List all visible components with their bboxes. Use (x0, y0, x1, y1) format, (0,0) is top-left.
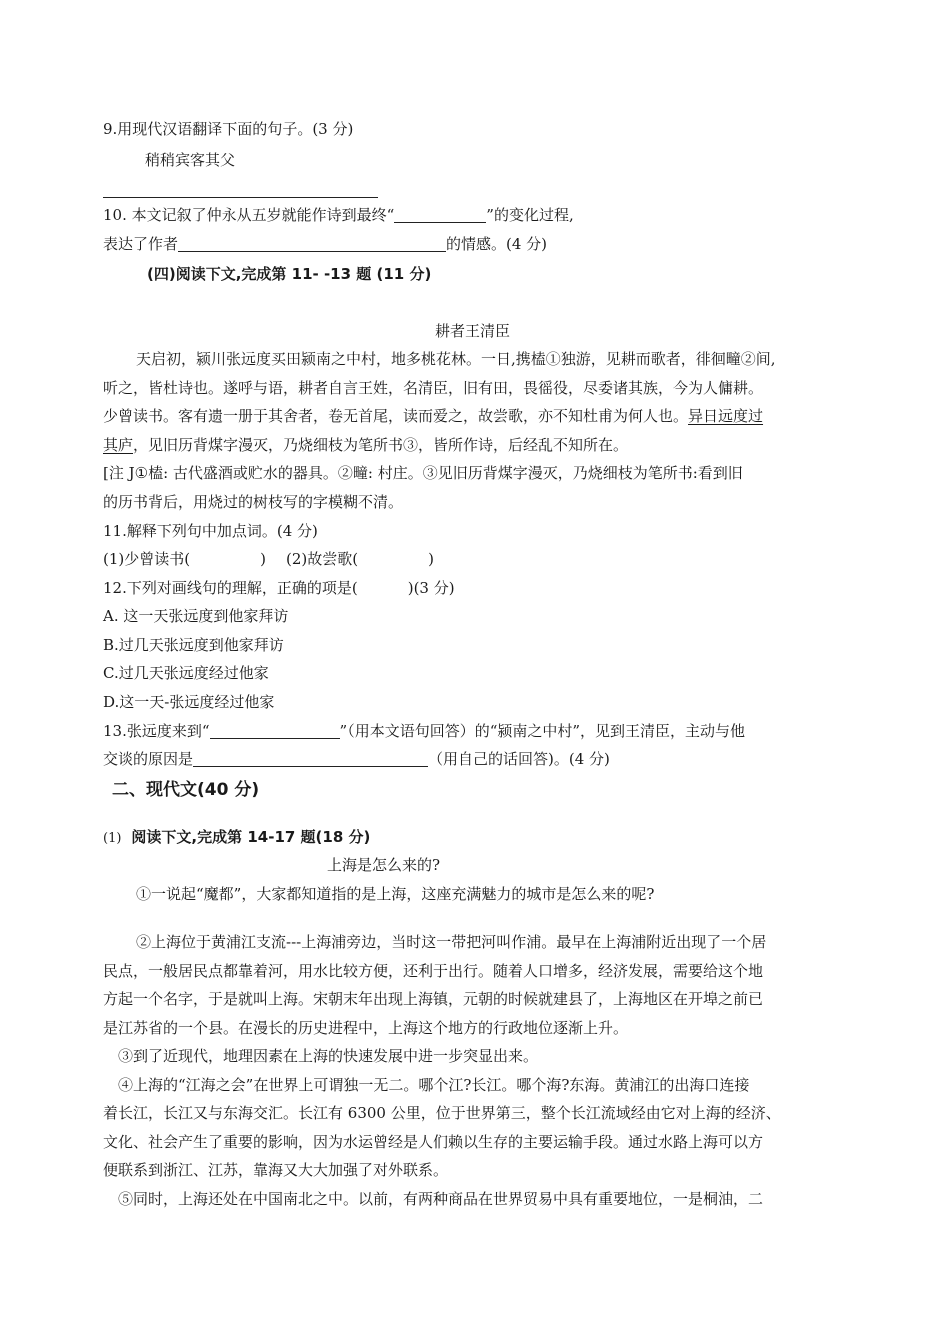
passage-1-line: 少曾读书。客有遗一册于其舍者，卷无首尾，读而爱之，故尝歌，亦不知杜甫为何人也。异日远度过 (103, 407, 764, 425)
question-9: 9.用现代汉语翻译下面的句子。(3 分) (103, 120, 354, 138)
passage-1-note: [注 J①榼: 古代盛酒或贮水的器具。②疃: 村庄。③见旧历背煤字漫灭，乃烧细枝为笔所书:看到旧 (103, 464, 743, 482)
passage-2-line: 是江苏省的一个县。在漫长的历史进程中，上海这个地方的行政地位逐渐上升。 (103, 1019, 629, 1037)
answer-blank-13b[interactable] (193, 750, 428, 767)
passage-2-line: 便联系到浙江、江苏，靠海又大大加强了对外联系。 (103, 1161, 449, 1179)
subsection-1-header: (1) 阅读下文,完成第 14-17 题(18 分) (103, 828, 371, 846)
passage-2-title: 上海是怎么来的? (327, 856, 441, 874)
question-10-line1: 10. 本文记叙了仲永从五岁就能作诗到最终“ ”的变化过程, (103, 206, 574, 224)
question-11-items: (1)少曾读书( ) (2)故尝歌( ) (103, 550, 434, 568)
passage-2-paragraph: ④上海的“江海之会”在世界上可谓独一无二。哪个江?长江。哪个海?东海。黄浦江的出海口连接 (118, 1076, 750, 1094)
passage-2-paragraph: ③到了近现代，地理因素在上海的快速发展中进一步突显出来。 (118, 1047, 539, 1065)
passage-1-line: 听之，皆杜诗也。遂呼与语，耕者自言王姓，名清臣，旧有田，畏徭役，尽委诸其族，今为人傭耕。 (103, 379, 764, 397)
passage-1-note: 的历书背后，用烧过的树枝写的字模糊不清。 (103, 493, 404, 511)
passage-2-paragraph: ①一说起“魔都”，大家都知道指的是上海，这座充满魅力的城市是怎么来的呢? (136, 885, 655, 903)
passage-2-paragraph: ②上海位于黄浦江支流---上海浦旁边，当时这一带把河叫作浦。最早在上海浦附近出现了一个居 (136, 933, 767, 951)
question-10-line2: 表达了作者 的情感。(4 分) (103, 235, 548, 253)
question-13-line2: 交谈的原因是 （用自己的话回答)。(4 分) (103, 750, 610, 768)
underlined-sentence: 其庐 (103, 436, 134, 454)
answer-line-9[interactable] (103, 197, 378, 198)
passage-2-line: 民点，一般居民点都靠着河，用水比较方便，还利于出行。随着人口增多，经济发展，需要给这个地 (103, 962, 764, 980)
question-9-sentence: 稍稍宾客其父 (145, 151, 236, 169)
underlined-sentence: 异日远度过 (688, 407, 764, 425)
passage-2-line: 文化、社会产生了重要的影响，因为水运曾经是人们赖以生存的主要运输手段。通过水路上海可以方 (103, 1133, 764, 1151)
answer-blank-10b[interactable] (178, 235, 446, 252)
passage-1-line: 天启初，颍川张远度买田颍南之中村，地多桃花林。一日,携榼①独游，见耕而歌者，徘徊疃②间, (136, 350, 776, 368)
answer-blank-10a[interactable] (394, 206, 486, 223)
option-d[interactable]: D.这一天-张远度经过他家 (103, 693, 275, 711)
passage-2-line: 方起一个名字，于是就叫上海。宋朝末年出现上海镇，元朝的时候就建县了，上海地区在开埠之前已 (103, 990, 764, 1008)
option-b[interactable]: B.过几天张远度到他家拜访 (103, 636, 284, 654)
passage-1-title: 耕者王清臣 (435, 322, 511, 340)
passage-2-line: 着长江，长江又与东海交汇。长江有 6300 公里，位于世界第三，整个长江流域经由它对上海的经济、 (103, 1104, 781, 1122)
passage-1-line: 其庐，见旧历背煤字漫灭，乃烧细枝为笔所书③，皆所作诗，后经乱不知所在。 (103, 436, 629, 454)
question-13-line1: 13.张远度来到“ ”（用本文语句回答）的“颍南之中村”，见到王清臣，主动与他 (103, 722, 746, 740)
section-2-header: 二、现代文(40 分) (112, 780, 260, 800)
answer-blank-13a[interactable] (210, 722, 340, 739)
section-4-header: (四)阅读下文,完成第 11- -13 题 (11 分) (147, 265, 432, 283)
question-11: 11.解释下列句中加点词。(4 分) (103, 522, 318, 540)
option-c[interactable]: C.过几天张远度经过他家 (103, 664, 269, 682)
question-12: 12.下列对画线句的理解，正确的项是( )(3 分) (103, 579, 455, 597)
option-a[interactable]: A. 这一天张远度到他家拜访 (103, 607, 289, 625)
passage-2-paragraph: ⑤同时，上海还处在中国南北之中。以前，有两种商品在世界贸易中具有重要地位，一是桐油，二 (118, 1190, 764, 1208)
